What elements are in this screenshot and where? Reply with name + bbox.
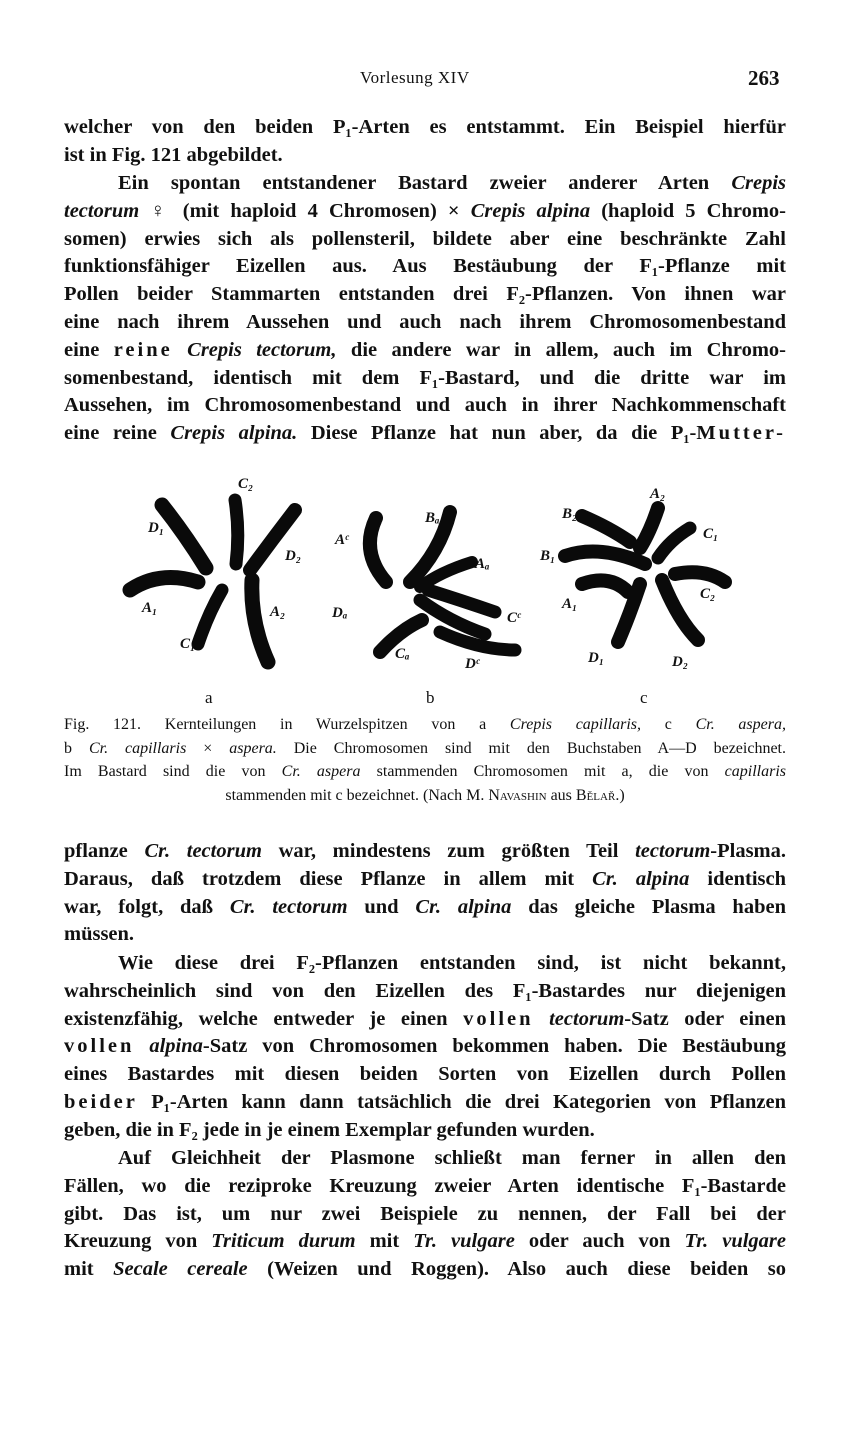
paragraph-1	[64, 114, 786, 170]
caption-line: Fig. 121. Kernteilungen in Wurzelspitzen von a Crepis capillaris, c Cr. aspera,	[64, 716, 786, 733]
text-line: geben, die in F₂ jede in je einem Exemplar gefunden wurden.	[64, 1118, 595, 1141]
paragraph-5	[64, 1145, 786, 1284]
chromosome-label: Aᶜ	[335, 532, 349, 548]
panel-a-chromosomes	[130, 476, 301, 662]
text-line: wahrscheinlich sind von den Eizellen des F₁-Bastardes nur diejenigen	[64, 979, 786, 1002]
text-line: vollen alpina-Satz von Chromosomen bekommen haben. Die Bestäubung	[64, 1035, 786, 1058]
panel-c-chromosomes	[539, 486, 725, 670]
chromosome	[565, 552, 645, 565]
chromosome	[162, 505, 206, 568]
chromosome-label: D₁	[148, 520, 165, 536]
text-line: war, folgt, daß Cr. tectorum und Cr. alpina das gleiche Plasma haben	[64, 895, 786, 918]
paragraph-2	[64, 170, 786, 448]
text-line: mit Secale cereale (Weizen und Roggen). Also auch diese beiden so	[64, 1258, 786, 1281]
text-line: müssen.	[64, 923, 135, 946]
caption-line: Im Bastard sind die von Cr. aspera stammenden Chromosomen mit a, die von capillaris	[64, 763, 786, 781]
chromosome	[235, 500, 238, 564]
chromosome-label: B₂	[562, 506, 578, 522]
chromosome-label: B₁	[540, 548, 556, 564]
chromosome	[582, 516, 630, 542]
panel-letter-a: a	[205, 688, 213, 707]
text-line: Auf Gleichheit der Plasmone schließt man ferner in allen den	[118, 1147, 786, 1169]
text-line: eine reine Crepis tectorum, die andere war in allem, auch im Chromo-	[64, 338, 786, 361]
panel-b-chromosomes	[331, 510, 522, 672]
chromosome-label: C₂	[238, 476, 254, 492]
chromosome-label: Bₐ	[425, 510, 440, 526]
panel-letter-b: b	[426, 688, 435, 707]
chromosome	[252, 580, 268, 662]
page-number: 263	[748, 66, 780, 90]
chromosome-label: C₁	[180, 636, 196, 652]
text-line: eine reine Crepis alpina. Diese Pflanze hat nun aber, da die P₁-Mutter-	[64, 422, 786, 445]
chromosome-label: Cₐ	[395, 646, 410, 662]
chromosome	[658, 528, 690, 558]
text-line: Aussehen, im Chromosomenbestand und auch in ihrer Nachkommenschaft	[64, 394, 786, 417]
text-line: ist in Fig. 121 abgebildet.	[64, 143, 283, 166]
text-line: beider P₁-Arten kann dann tatsächlich die drei Kategorien von Pflanzen	[64, 1090, 786, 1113]
panel-letter-c: c	[640, 688, 648, 707]
chromosome	[198, 590, 222, 644]
chromosome	[370, 518, 386, 582]
figure-121	[110, 472, 750, 707]
paragraph-3	[64, 838, 786, 949]
text-line: Daraus, daß trotzdem diese Pflanze in allem mit Cr. alpina identisch	[64, 867, 786, 890]
text-line: eine nach ihrem Aussehen und auch nach ihrem Chromosomenbestand	[64, 310, 786, 333]
chromosome-illustration	[110, 472, 750, 687]
chromosome-label: C₁	[703, 526, 719, 542]
chromosome-label: Dᶜ	[465, 656, 480, 672]
chromosome	[130, 578, 198, 591]
page-header	[0, 68, 850, 98]
text-line: somenbestand, identisch mit dem F₁-Bastard, und die dritte war im	[64, 366, 786, 389]
text-line: Fällen, wo die reziproke Kreuzung zweier Arten identische F₁-Bastarde	[64, 1174, 786, 1197]
text-line: Kreuzung von Triticum durum mit Tr. vulgare oder auch von Tr. vulgare	[64, 1230, 786, 1253]
caption-line: stammenden mit c bezeichnet. (Nach M. Navashin aus Bělař.)	[225, 786, 625, 804]
chromosome-label: C₂	[700, 586, 716, 602]
chromosome-label: A₁	[562, 596, 578, 612]
text-line: existenzfähig, welche entweder je einen vollen tectorum-Satz oder einen	[64, 1007, 786, 1030]
chromosome-label: D₂	[672, 654, 689, 670]
text-line: Ein spontan entstandener Bastard zweier anderer Arten Crepis	[118, 172, 786, 194]
text-line: Wie diese drei F₂-Pflanzen entstanden sind, ist nicht bekannt,	[118, 952, 786, 974]
chromosome-label: Dₐ	[332, 605, 348, 621]
chromosome-label: Aₐ	[475, 556, 490, 572]
paragraph-4	[64, 950, 786, 1145]
text-line: gibt. Das ist, um nur zwei Beispiele zu nennen, der Fall bei der	[64, 1202, 786, 1225]
caption-line: b Cr. capillaris × aspera. Die Chromosomen sind mit den Buchstaben A—D bezeichnet.	[64, 739, 787, 757]
chromosome-label: A₂	[650, 486, 666, 502]
text-line: welcher von den beiden P₁-Arten es entstammt. Ein Beispiel hierfür	[64, 116, 786, 138]
text-line: tectorum ♀ (mit haploid 4 Chromosen) × Crepis alpina (haploid 5 Chromo-	[64, 199, 786, 222]
figure-caption	[64, 713, 786, 807]
chromosome	[640, 508, 658, 548]
text-line: eines Bastardes mit diesen beiden Sorten von Eizellen durch Pollen	[64, 1063, 786, 1086]
text-line: Pollen beider Stammarten entstanden drei F₂-Pflanzen. Von ihnen war	[64, 283, 786, 306]
text-line: somen) erwies sich als pollensteril, bildete aber eine beschränkte Zahl	[64, 227, 786, 250]
chromosome-label: D₁	[588, 650, 605, 666]
running-title: Vorlesung XIV	[360, 68, 470, 87]
chromosome	[662, 580, 698, 640]
chromosome-label: A₂	[270, 604, 286, 620]
chromosome	[582, 580, 628, 592]
text-line: pflanze Cr. tectorum war, mindestens zum größten Teil tectorum-Plasma.	[64, 840, 787, 862]
chromosome-label: A₁	[142, 600, 158, 616]
chromosome-label: Cᶜ	[507, 610, 521, 626]
chromosome-label: D₂	[285, 548, 302, 564]
text-line: funktionsfähiger Eizellen aus. Aus Bestäubung der F₁-Pflanze mit	[64, 255, 786, 278]
chromosome	[675, 572, 725, 582]
